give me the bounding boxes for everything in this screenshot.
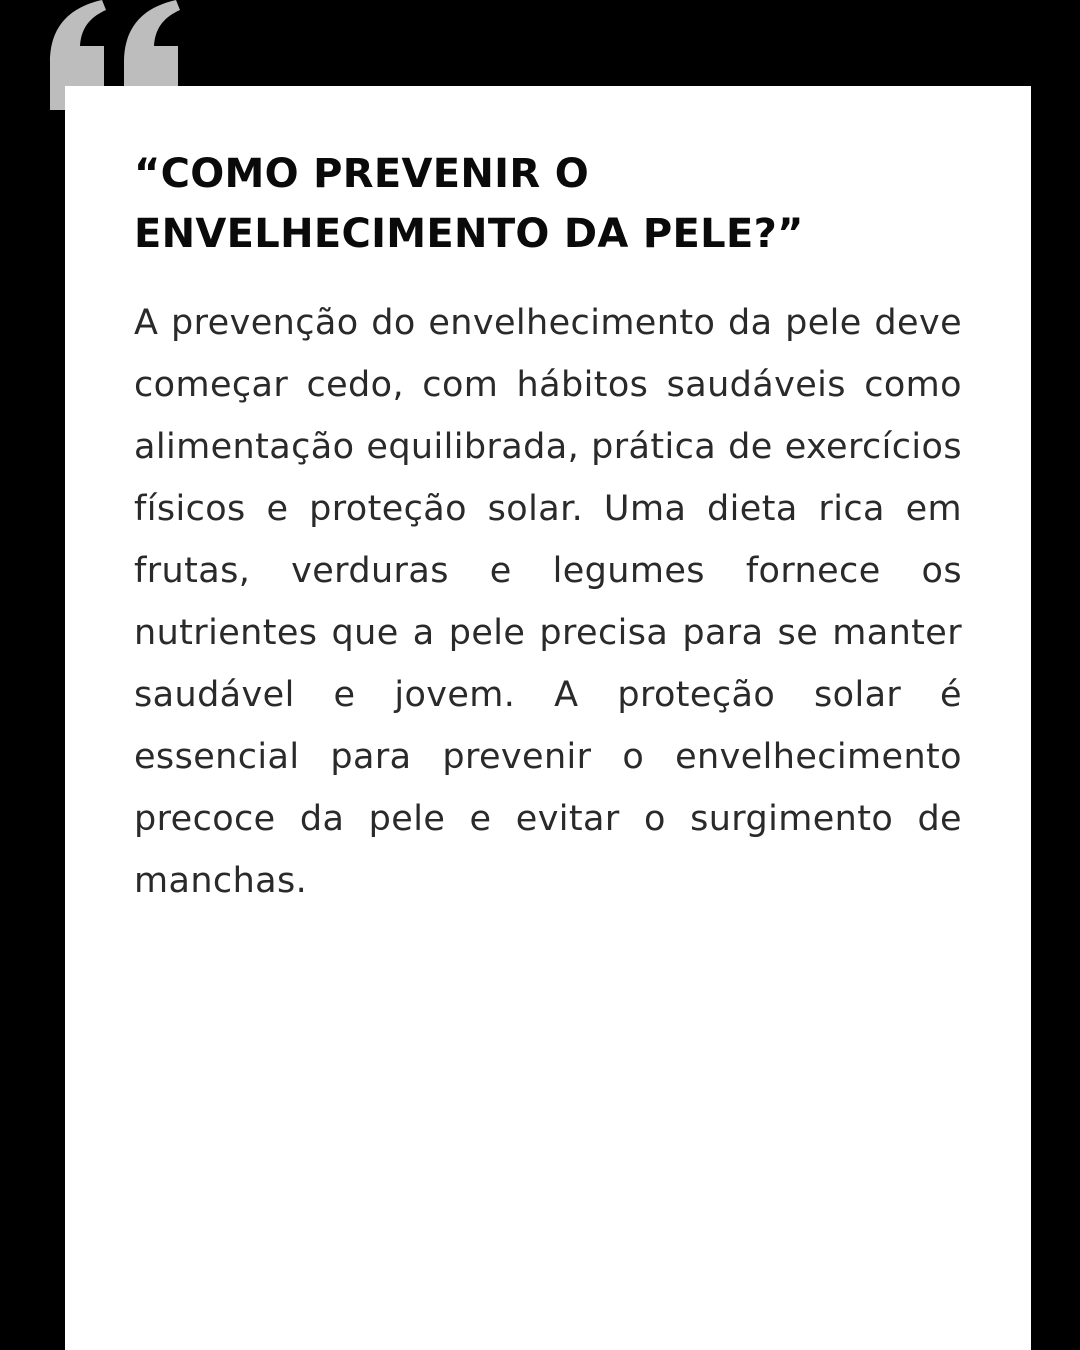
card-body-text: A prevenção do envelhecimento da pele deve começar cedo, com hábitos saudáveis como alimentação equilibrada, prática de exercícios físicos e proteção solar. Uma dieta rica em frutas, verduras e legumes fornece os nutrientes que a pele precisa para se manter saudável e jovem. A proteção solar é essencial para prevenir o envelhecimento precoce da pele e evitar o surgimento de manchas. bbox=[134, 303, 962, 901]
card-title: “COMO PREVENIR O ENVELHECIMENTO DA PELE?” bbox=[134, 151, 804, 257]
content-card bbox=[65, 86, 1031, 1350]
